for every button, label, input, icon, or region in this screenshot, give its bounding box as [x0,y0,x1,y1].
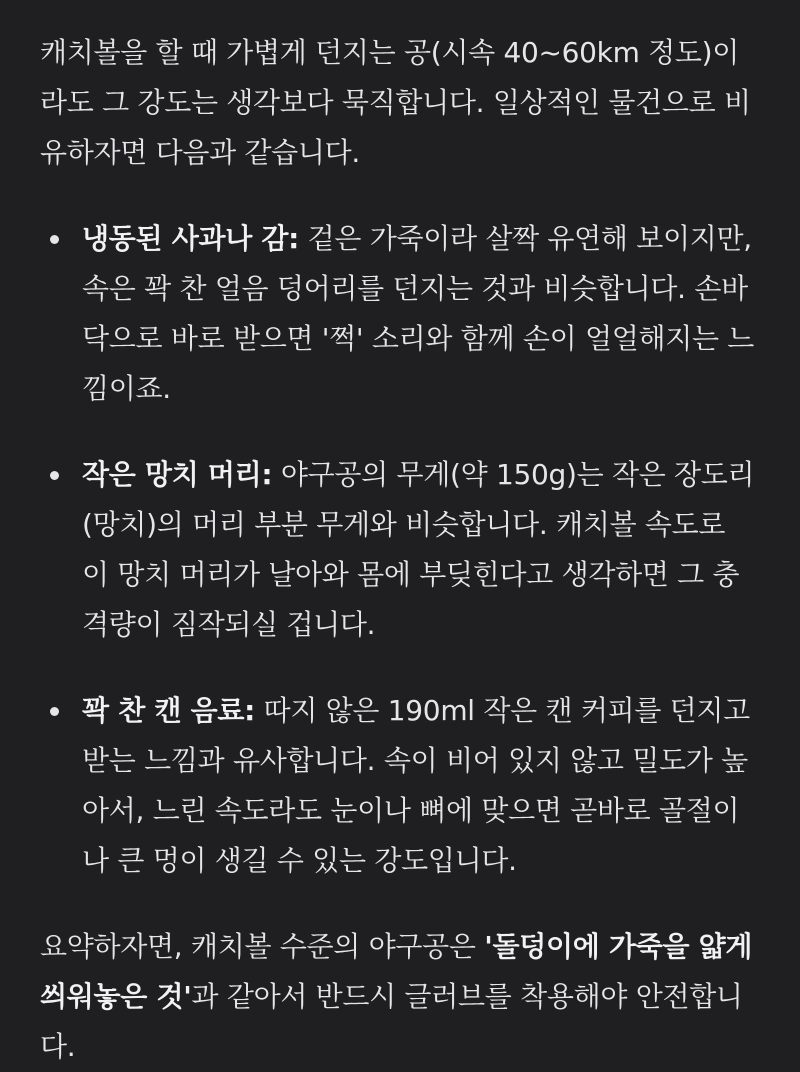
bullet-dot-icon [50,707,59,716]
list-item [40,214,760,414]
item-text: 야구공의 무게(약 150g)는 작은 장도리(망치)의 머리 부분 무게와 비슷합니다. 캐치볼 속도로 이 망치 머리가 날아와 몸에 부딪힌다고 생각하면 그 충격량이 짐작되실 겁니다. [82,458,755,641]
item-title: 냉동된 사과나 감: [82,222,300,255]
item-title: 작은 망치 머리: [82,458,273,491]
summary-suffix: 과 같아서 반드시 글러브를 착용해야 안전합니다. [40,980,743,1063]
summary-emphasis: '돌덩이에 가죽을 얇게 씌워놓은 것' [40,930,753,1013]
summary-paragraph [40,922,760,1072]
bullet-dot-icon [50,471,59,480]
list-item [40,450,760,650]
message-content [40,28,760,1072]
list-item [40,686,760,886]
analogy-list [40,214,760,886]
item-text: 따지 않은 190ml 작은 캔 커피를 던지고 받는 느낌과 유사합니다. 속이 비어 있지 않고 밀도가 높아서, 느린 속도라도 눈이나 뼈에 맞으면 곧바로 골절이나 큰 멍이 생길 수 있는 강도입니다. [82,694,750,877]
bullet-dot-icon [50,235,59,244]
item-title: 꽉 찬 캔 음료: [82,694,255,727]
intro-paragraph: 캐치볼을 할 때 가볍게 던지는 공(시속 40~60km 정도)이라도 그 강도는 생각보다 묵직합니다. 일상적인 물건으로 비유하자면 다음과 같습니다. [40,36,751,169]
summary-prefix: 요약하자면, 캐치볼 수준의 야구공은 [40,930,485,963]
item-text: 겉은 가죽이라 살짝 유연해 보이지만, 속은 꽉 찬 얼음 덩어리를 던지는 것과 비슷합니다. 손바닥으로 바로 받으면 '쩍' 소리와 함께 손이 얼얼해지는 느낌이죠. [82,222,755,405]
